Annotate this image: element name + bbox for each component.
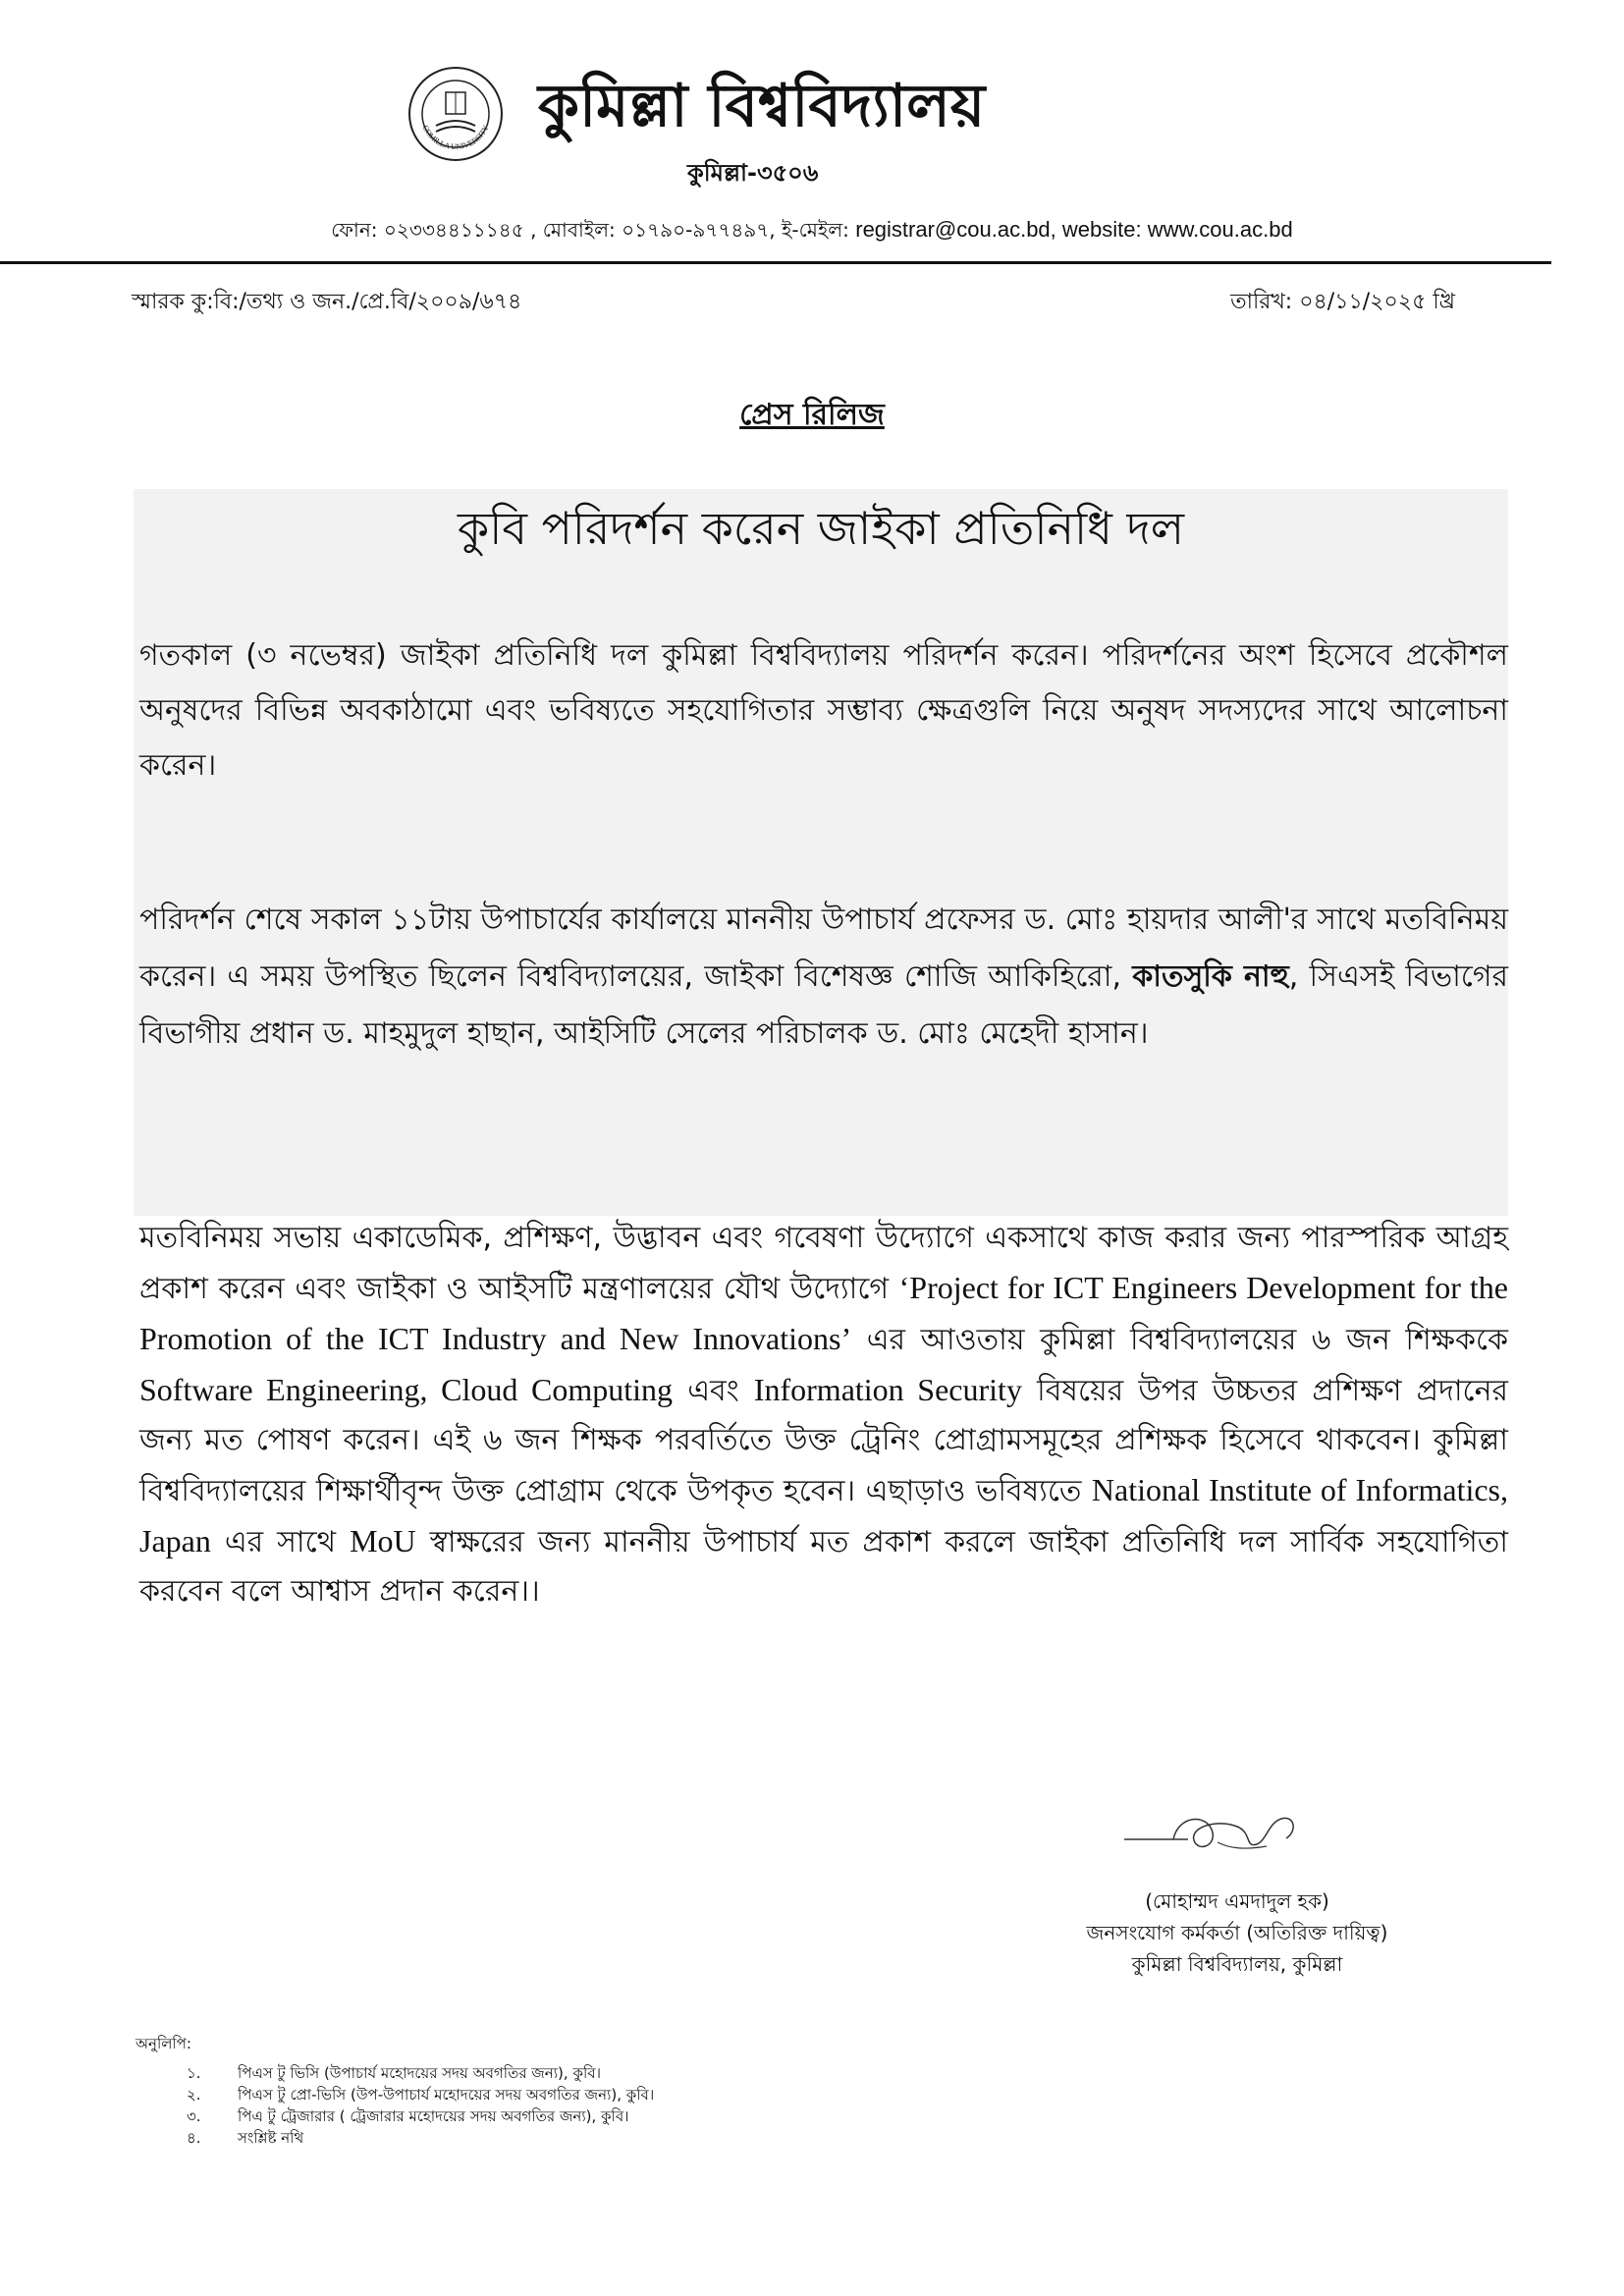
university-name: কুমিল্লা বিশ্ববিদ্যালয় bbox=[538, 72, 986, 140]
list-item-text: সংশ্লিষ্ট নথি bbox=[238, 2129, 304, 2147]
signatory-designation: জনসংযোগ কর্মকর্তা (অতিরিক্ত দায়িত্ব) bbox=[1086, 1921, 1388, 1944]
university-location: কুমিল্লা-৩৫০৬ bbox=[687, 159, 819, 187]
contact-line bbox=[0, 216, 1624, 248]
list-item bbox=[187, 2105, 654, 2127]
p3-subject-security: Information Security bbox=[753, 1372, 1022, 1407]
p3-project-name: ‘Project for ICT Engineers Development for the Promotion of the ICT Industry and New Innovations’ bbox=[139, 1270, 1509, 1356]
list-item-number: ৪. bbox=[187, 2129, 201, 2147]
memo-number: স্মারক কু:বি:/তথ্য ও জন./প্রে.বি/২০০৯/৬৭৪ bbox=[132, 290, 522, 314]
paragraph-2 bbox=[139, 892, 1508, 1063]
list-item bbox=[187, 2062, 654, 2084]
svg-text:COMILLA UNIVERSITY bbox=[421, 124, 491, 151]
copies-list bbox=[187, 2062, 654, 2149]
p3-segment: এর আওতায় কুমিল্লা বিশ্ববিদ্যালয়ের ৬ জন শিক্ষককে bbox=[866, 1323, 1508, 1357]
copies-heading: অনুলিপি: bbox=[135, 2035, 191, 2052]
paragraph-2-text-b: , সিএসই বিভাগের বিভাগীয় প্রধান ড. মাহমুদুল হাছান, আইসিটি সেলের পরিচালক ড. মোঃ মেহেদী হাসান। bbox=[139, 959, 1508, 1051]
headline: কুবি পরিদর্শন করেন জাইকা প্রতিনিধি দল bbox=[458, 502, 1184, 555]
document-title: প্রেস রিলিজ bbox=[739, 398, 885, 432]
list-item-text: পিএ টু ট্রেজারার ( ট্রেজারার মহোদয়ের সদয় অবগতির জন্য), কুবি। bbox=[238, 2107, 629, 2125]
p3-institute: National Institute of Informatics, Japan bbox=[139, 1472, 1508, 1558]
p3-segment: এর সাথে bbox=[224, 1525, 337, 1559]
p3-segment: বিষয়ের উপর উচ্চতর প্রশিক্ষণ প্রদানের জন্য মত পোষণ করেন। এই ৬ জন শিক্ষক পরবর্তিতে উক্ত ট্রেনিং প্রোগ্রামসমূহের প্রশিক্ষক হিসেবে থাকবেন। কুমিল্লা বিশ্ববিদ্যালয়ের শিক্ষার্থীবৃন্দ উক্ত প্রোগ্রাম থেকে উপকৃত হবেন। এছাড়াও ভবিষ্যতে bbox=[139, 1374, 1509, 1508]
list-item bbox=[187, 2127, 654, 2149]
paragraph-2-text-a: পরিদর্শন শেষে সকাল ১১টায় উপাচার্যের কার্যালয়ে মাননীয় উপাচার্য প্রফেসর ড. মোঃ হায়দার আলী'র সাথে মতবিনিময় করেন। এ সময় উপস্থিত ছিলেন বিশ্ববিদ্যালয়ের, জাইকা বিশেষজ্ঞ শোজি আকিহিরো, bbox=[139, 902, 1508, 994]
list-item-number: ১. bbox=[187, 2064, 201, 2082]
contact-bangla: ফোন: ০২৩৩৪৪১১১৪৫ , মোবাইল: ০১৭৯০-৯৭৭৪৯৭, ই-মেইল: bbox=[331, 218, 849, 242]
paragraph-2-name: কাতসুকি নাহু bbox=[1132, 959, 1289, 994]
p3-segment: এবং bbox=[687, 1374, 739, 1408]
signature-mark bbox=[1119, 1805, 1306, 1864]
p3-subjects: Software Engineering, Cloud Computing bbox=[139, 1372, 674, 1407]
signatory-institution: কুমিল্লা বিশ্ববিদ্যালয়, কুমিল্লা bbox=[1131, 1952, 1343, 1976]
signatory-name: (মোহাম্মদ এমদাদুল হক) bbox=[1145, 1889, 1329, 1913]
list-item-text: পিএস টু প্রো-ভিসি (উপ-উপাচার্য মহোদয়ের সদয় অবগতির জন্য), কুবি। bbox=[238, 2086, 655, 2104]
list-item-text: পিএস টু ভিসি (উপাচার্য মহোদয়ের সদয় অবগতির জন্য), কুবি। bbox=[238, 2064, 601, 2082]
paragraph-3 bbox=[139, 1214, 1508, 1616]
contact-email-website: registrar@cou.ac.bd, website: www.cou.ac.bd bbox=[855, 217, 1293, 242]
paragraph-1: গতকাল (৩ নভেম্বর) জাইকা প্রতিনিধি দল কুমিল্লা বিশ্ববিদ্যালয় পরিদর্শন করেন। পরিদর্শনের অংশ হিসেবে প্রকৌশল অনুষদের বিভিন্ন অবকাঠামো এবং ভবিষ্যতে সহযোগিতার সম্ভাব্য ক্ষেত্রগুলি নিয়ে অনুষদ সদস্যদের সাথে আলোচনা করেন। bbox=[139, 638, 1508, 783]
university-logo bbox=[406, 65, 505, 163]
header-divider bbox=[0, 261, 1551, 264]
list-item-number: ৩. bbox=[187, 2107, 201, 2125]
issue-date: তারিখ: ০৪/১১/২০২৫ খ্রি bbox=[1230, 290, 1455, 314]
p3-segment: স্বাক্ষরের জন্য মাননীয় উপাচার্য মত প্রকাশ করলে জাইকা প্রতিনিধি দল সার্বিক সহযোগিতা করবেন বলে আশ্বাস প্রদান করেন।। bbox=[139, 1525, 1508, 1609]
p3-segment: মতবিনিময় সভায় একাডেমিক, প্রশিক্ষণ, উদ্ভাবন এবং গবেষণা উদ্যোগে একসাথে কাজ করার জন্য পারস্পরিক আগ্রহ প্রকাশ করেন এবং জাইকা ও আইসটি মন্ত্রণালয়ের যৌথ উদ্যোগে bbox=[139, 1221, 1508, 1306]
p3-mou: MoU bbox=[350, 1523, 416, 1558]
list-item bbox=[187, 2084, 654, 2105]
highlight-block bbox=[134, 489, 1508, 1216]
logo-text: COMILLA UNIVERSITY bbox=[420, 124, 491, 152]
list-item-number: ২. bbox=[187, 2086, 201, 2104]
